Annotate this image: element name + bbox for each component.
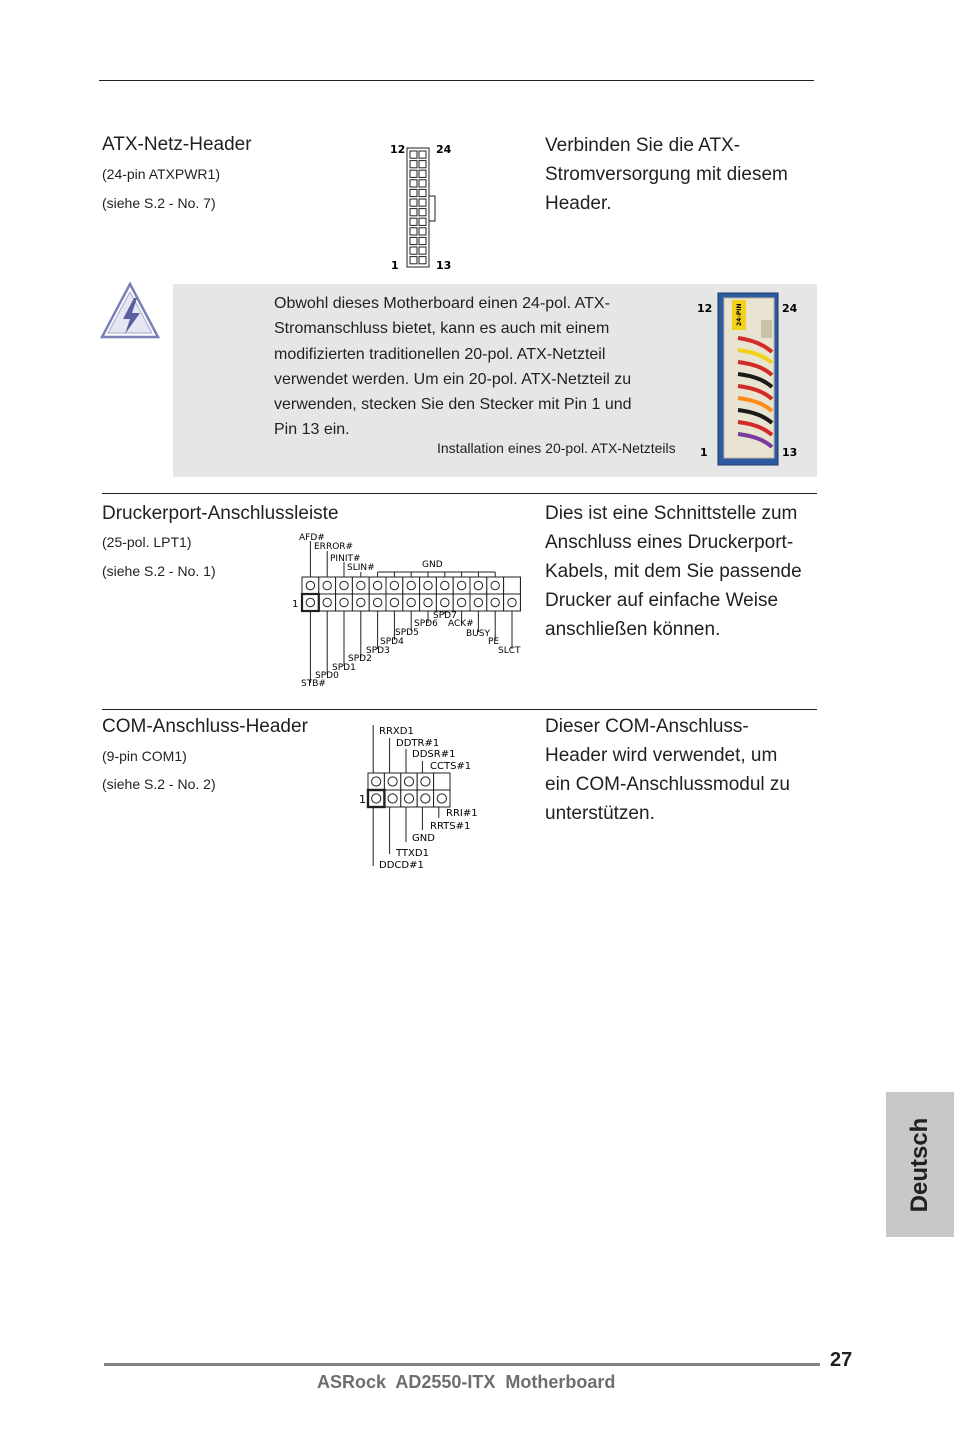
lpt-subtitle: (25-pol. LPT1) <box>102 534 192 550</box>
com-label-ccts: CCTS#1 <box>430 761 472 772</box>
lpt-reference: (siehe S.2 - No. 1) <box>102 563 216 579</box>
atx-pin-cell <box>410 209 417 216</box>
com-pin <box>404 777 413 786</box>
com-label-ddsr: DDSR#1 <box>412 749 456 760</box>
com-pin <box>372 794 381 803</box>
lpt-desc-line: Anschluss eines Druckerport- <box>545 532 794 553</box>
lpt-pin <box>508 598 516 606</box>
lpt-description <box>545 499 802 644</box>
lpt-label-spd3: SPD3 <box>366 646 390 656</box>
lpt-pin <box>340 598 348 606</box>
lpt-label-afd: AFD# <box>299 533 325 543</box>
atx-pin-cell <box>410 161 417 168</box>
atx-description <box>545 131 788 218</box>
top-rule <box>99 80 814 81</box>
atx-pin-cell <box>419 151 426 158</box>
lpt-desc-line: anschließen können. <box>545 619 721 640</box>
atx-pin-cell <box>419 199 426 206</box>
atx-pin-cell <box>419 237 426 244</box>
com-label-rrts: RRTS#1 <box>430 821 471 832</box>
com-label-gnd: GND <box>412 833 435 844</box>
com-desc-line: Header wird verwendet, um <box>545 745 778 766</box>
atx-pin-cell <box>410 228 417 235</box>
lpt-pin <box>491 598 499 606</box>
com-desc-line: Dieser COM-Anschluss- <box>545 716 749 737</box>
lpt-desc-line: Kabels, mit dem Sie passende <box>545 561 802 582</box>
photo-pin-24-label: 24 <box>782 302 798 315</box>
lpt-label-spd4: SPD4 <box>380 637 404 647</box>
com-header-diagram <box>355 720 495 875</box>
lpt-pin <box>306 581 314 589</box>
lpt-label-spd7: SPD7 <box>433 611 457 621</box>
lpt-pin <box>373 581 381 589</box>
section-rule <box>102 709 817 710</box>
lpt-label-pinit: PINIT# <box>330 554 361 564</box>
lpt-pin <box>357 598 365 606</box>
lpt-pin-cell <box>504 577 521 594</box>
lpt-pin <box>357 581 365 589</box>
atx-pin-cell <box>419 228 426 235</box>
lpt-label-spd1: SPD1 <box>332 663 356 673</box>
photo-pin-12-label: 12 <box>697 302 713 315</box>
note-line: verwenden, stecken Sie den Stecker mit Pin 1 und <box>274 396 632 414</box>
lpt-pin <box>407 581 415 589</box>
atx-pin-cell <box>410 151 417 158</box>
com-pin <box>437 794 446 803</box>
com-pin-cell <box>434 773 450 790</box>
com-subtitle: (9-pin COM1) <box>102 748 187 764</box>
atx-pin-cell <box>410 257 417 264</box>
lpt-pin <box>340 581 348 589</box>
atx-pin-cell <box>419 189 426 196</box>
atx-desc-line: Verbinden Sie die ATX- <box>545 135 741 156</box>
lpt-label-slin: SLIN# <box>347 563 375 573</box>
lpt-pin <box>474 581 482 589</box>
lpt-label-spd6: SPD6 <box>414 619 438 629</box>
footer-rule <box>104 1363 820 1366</box>
com-label-rrxd: RRXD1 <box>379 726 414 737</box>
lpt-label-gnd: GND <box>422 560 443 570</box>
lpt-label-pin1: 1 <box>292 599 299 610</box>
com-label-pin1: 1 <box>359 793 366 806</box>
lpt-pin <box>373 598 381 606</box>
language-side-tab <box>886 1092 954 1237</box>
atx-pin-cell <box>419 247 426 254</box>
lpt-title: Druckerport-Anschlussleiste <box>102 503 339 524</box>
com-label-rri: RRI#1 <box>446 808 478 819</box>
atx-pin-cell <box>410 237 417 244</box>
language-tab-label: Deutsch <box>906 1117 933 1212</box>
lpt-label-error: ERROR# <box>314 542 354 552</box>
atx-desc-line: Stromversorgung mit diesem <box>545 164 788 185</box>
lpt-label-slct: SLCT <box>498 646 521 656</box>
photo-pin-13-label: 13 <box>782 446 798 459</box>
atx-pin-12-label: 12 <box>390 143 406 156</box>
atx-pin-cell <box>419 161 426 168</box>
com-title: COM-Anschluss-Header <box>102 716 308 737</box>
com-desc-line: unterstützen. <box>545 803 655 824</box>
lpt-desc-line: Dies ist eine Schnittstelle zum <box>545 503 798 524</box>
section-rule <box>102 493 817 494</box>
com-label-ddcd: DDCD#1 <box>379 860 424 871</box>
lpt-label-ack: ACK# <box>448 619 474 629</box>
lpt-pin <box>306 598 314 606</box>
photo-caption: Installation eines 20-pol. ATX-Netzteils <box>437 440 676 456</box>
lpt-pin <box>441 598 449 606</box>
atx-pin-cell <box>410 199 417 206</box>
lpt-header-diagram <box>290 528 530 693</box>
lpt-pin <box>323 598 331 606</box>
atx-pin-cell <box>410 170 417 177</box>
atx-pin-1-label: 1 <box>391 259 399 272</box>
page-number: 27 <box>830 1349 853 1371</box>
warning-icon <box>100 281 162 341</box>
atx-pin-cell <box>410 247 417 254</box>
atx-pin-cell <box>419 170 426 177</box>
lpt-pin <box>424 581 432 589</box>
atx-connector-diagram <box>385 140 465 275</box>
lpt-pin <box>390 598 398 606</box>
com-pin <box>388 794 397 803</box>
atx-pin-cell <box>419 218 426 225</box>
com-pin <box>421 777 430 786</box>
lpt-pin <box>457 598 465 606</box>
atx-title: ATX-Netz-Header <box>102 134 252 155</box>
lpt-label-spd5: SPD5 <box>395 628 419 638</box>
lpt-pin <box>407 598 415 606</box>
note-line: Stromanschluss bietet, kann es auch mit einem <box>274 320 610 338</box>
note-line: verwendet werden. Um ein 20-pol. ATX-Netzteil zu <box>274 370 632 388</box>
atx-subtitle: (24-pin ATXPWR1) <box>102 166 220 182</box>
com-label-ddtr: DDTR#1 <box>396 738 440 749</box>
lpt-label-pe: PE <box>488 637 500 647</box>
lpt-label-spd0: SPD0 <box>315 671 339 681</box>
note-line: Pin 13 ein. <box>274 421 350 439</box>
atx-pin-13-label: 13 <box>436 259 452 272</box>
atx-pin-cell <box>410 189 417 196</box>
note-line: modifizierten traditionellen 20-pol. ATX-Netzteil <box>274 345 606 363</box>
lpt-label-stb: STB# <box>301 679 326 689</box>
com-description <box>545 712 790 828</box>
lpt-pin <box>424 598 432 606</box>
note-text <box>274 291 674 443</box>
com-pin <box>372 777 381 786</box>
atx-pin-cell <box>419 257 426 264</box>
lpt-label-spd2: SPD2 <box>348 654 372 664</box>
atx-pin-24-label: 24 <box>436 143 452 156</box>
com-pin <box>388 777 397 786</box>
lpt-pin <box>457 581 465 589</box>
lpt-pin <box>390 581 398 589</box>
com-label-ttxd: TTXD1 <box>396 848 429 859</box>
photo-sticker-label: 24-PIN <box>736 303 743 326</box>
atx-pin-cell <box>419 180 426 187</box>
atx-reference: (siehe S.2 - No. 7) <box>102 195 216 211</box>
atx-desc-line: Header. <box>545 193 612 214</box>
lpt-pin <box>441 581 449 589</box>
atx-pin-cell <box>419 209 426 216</box>
com-pin <box>404 794 413 803</box>
footer-product-name: ASRock AD2550-ITX Motherboard <box>317 1372 616 1392</box>
lpt-desc-line: Drucker auf einfache Weise <box>545 590 779 611</box>
lpt-pin <box>491 581 499 589</box>
com-desc-line: ein COM-Anschlussmodul zu <box>545 774 790 795</box>
psu-connector-photo <box>694 290 804 470</box>
atx-pin-cell <box>410 218 417 225</box>
com-pin <box>421 794 430 803</box>
lpt-label-busy: BUSY <box>466 629 490 639</box>
lpt-pin <box>323 581 331 589</box>
photo-pin-1-label: 1 <box>700 446 708 459</box>
atx-pin-cell <box>410 180 417 187</box>
lpt-pin <box>474 598 482 606</box>
com-reference: (siehe S.2 - No. 2) <box>102 776 216 792</box>
note-line: Obwohl dieses Motherboard einen 24-pol. ATX- <box>274 295 610 312</box>
